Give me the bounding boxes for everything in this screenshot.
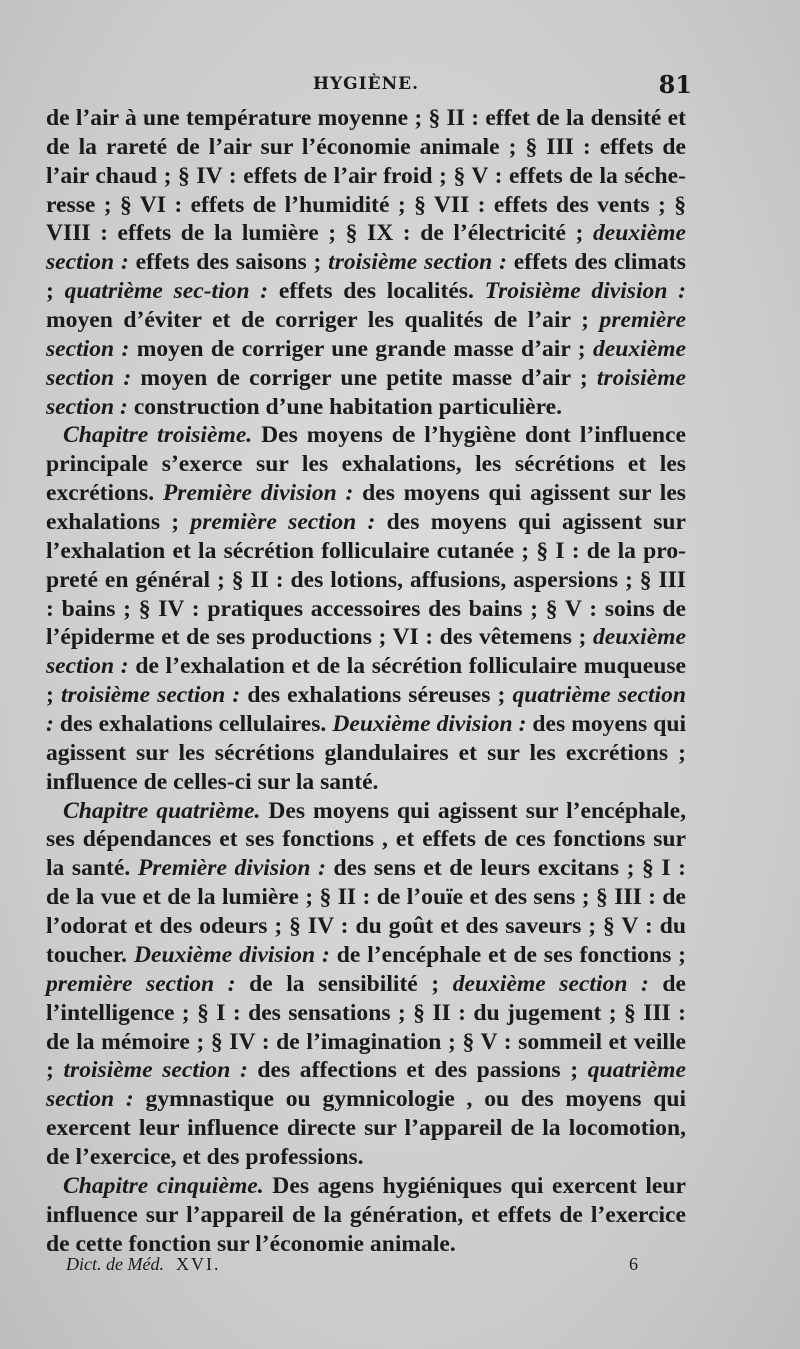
page-number: 81 xyxy=(658,70,692,99)
text-run: construction d’une habitation particulière. xyxy=(127,393,563,420)
text-run: Des agens hygiéniques qui exercent leur influence sur l’appareil de la génération, et effets de l’exercice de cette fonction sur l’économie animale. xyxy=(46,1172,686,1257)
signature-text: Dict. de Méd. xyxy=(66,1254,164,1274)
paragraph-chapitre-quatrieme xyxy=(46,797,686,1172)
italic-run: Chapitre troisième. xyxy=(63,422,253,449)
running-head xyxy=(46,70,692,100)
text-run: de l’intelligence ; § I : des sensations ; § II : du jugement ; § III : de la mémoire ; § IV : de l’imagination ; § V : sommeil et veille ; xyxy=(46,970,686,1084)
text-run: de la sensibilité ; xyxy=(235,970,453,997)
paragraph-chapitre-troisieme xyxy=(46,421,686,796)
text-run: des exhalations séreuses ; xyxy=(240,682,513,709)
text-run: des affections et des passions ; xyxy=(247,1057,588,1084)
text-run: Des moyens qui agissent sur l’encéphale, ses dépendances et ses fonctions , et effets de ces fonctions sur la santé. xyxy=(46,797,686,882)
text-run: effets des climats ; xyxy=(46,249,686,305)
paragraph-air-section xyxy=(46,104,686,421)
italic-run: deuxième section : xyxy=(46,335,686,391)
text-run: de l’encéphale et de ses fonctions ; xyxy=(329,941,687,968)
text-run: des moyens qui agissent sur les exhalations ; xyxy=(46,480,686,536)
italic-run: troisième section : xyxy=(46,364,686,420)
italic-run: quatrième section : xyxy=(46,682,686,738)
text-run: gymnastique ou gymnicologie , ou des moyens qui exercent leur influence directe sur l’appareil de la locomotion, de l’exercice, et des professions. xyxy=(46,1086,686,1170)
italic-run: Deuxième division : xyxy=(133,941,330,968)
paragraph-chapitre-cinquieme xyxy=(46,1172,686,1259)
text-run: des exhalations cellulaires. xyxy=(53,711,333,738)
italic-run: Première division : xyxy=(162,480,354,507)
text-run: des moyens qui agissent sur l’exhalation et la sécrétion folliculaire cutanée ; § I : de la pro-preté en général ; § II : des lotions, affusions, aspersions ; § III : bains ; § IV : pratiques accessoires des bains ; § V : soins de l’épiderme et de ses productions ; VI : des vêtemens ; xyxy=(46,509,687,651)
italic-run: troisième section : xyxy=(63,1057,248,1084)
italic-run: Première division : xyxy=(137,855,326,882)
italic-run: Deuxième division : xyxy=(332,711,527,738)
text-run: Des moyens de l’hygiène dont l’influence principale s’exerce sur les exhalations, les sécrétions et les excrétions. xyxy=(46,422,686,507)
italic-run: Chapitre cinquième. xyxy=(63,1172,264,1199)
italic-run: première section : xyxy=(46,307,686,362)
italic-run: première section : xyxy=(190,509,376,536)
text-run: des moyens qui agissent sur les sécrétions glandulaires et sur les excrétions ; influence de celles-ci sur la santé. xyxy=(46,711,687,795)
italic-run: Chapitre quatrième. xyxy=(63,797,261,824)
body-text xyxy=(46,104,686,1258)
italic-run: première section : xyxy=(46,970,236,997)
text-run: moyen de corriger une grande masse d’air ; xyxy=(129,335,593,362)
italic-run: deuxième section : xyxy=(46,220,686,276)
footer-signature xyxy=(66,1254,220,1275)
italic-run: quatrième section : xyxy=(46,1057,686,1113)
italic-run: troisième section : xyxy=(328,249,507,276)
page-footer xyxy=(66,1254,646,1284)
sheet-number: 6 xyxy=(629,1254,638,1274)
italic-run: troisième section : xyxy=(60,682,241,709)
text-run: moyen de corriger une petite masse d’air ; xyxy=(131,364,597,391)
italic-run: deuxième section : xyxy=(452,970,649,997)
text-run: effets des saisons ; xyxy=(128,249,329,276)
text-run: moyen d’éviter et de corriger les qualités de l’air ; xyxy=(46,307,600,334)
text-run: de l’exhalation et de la sécrétion folliculaire muqueuse ; xyxy=(46,653,687,709)
text-run: des sens et de leurs excitans ; § I : de la vue et de la lumière ; § II : de l’ouïe et des sens ; § III : de l’odorat et des odeurs ; § IV : du goût et des saveurs ; § V : du toucher. xyxy=(46,855,686,968)
italic-run: quatrième sec-tion : xyxy=(64,278,269,305)
text-run: de l’air à une température moyenne ; § II : effet de la densité et de la rareté de l’air sur l’économie animale ; § III : effets de l’air chaud ; § IV : effets de l’air froid ; § V : effets de la séche-resse ; § VI : effets de l’humidité ; § VII : effets des vents ; § VIII : effets de la lumière ; § IX : de l’électricité ; xyxy=(46,105,686,247)
running-title: HYGIÈNE. xyxy=(312,74,420,94)
volume-number: XVI. xyxy=(175,1254,221,1274)
italic-run: deuxième section : xyxy=(46,624,686,680)
italic-run: Troisième division : xyxy=(484,278,686,305)
text-run: effets des localités. xyxy=(268,278,485,305)
